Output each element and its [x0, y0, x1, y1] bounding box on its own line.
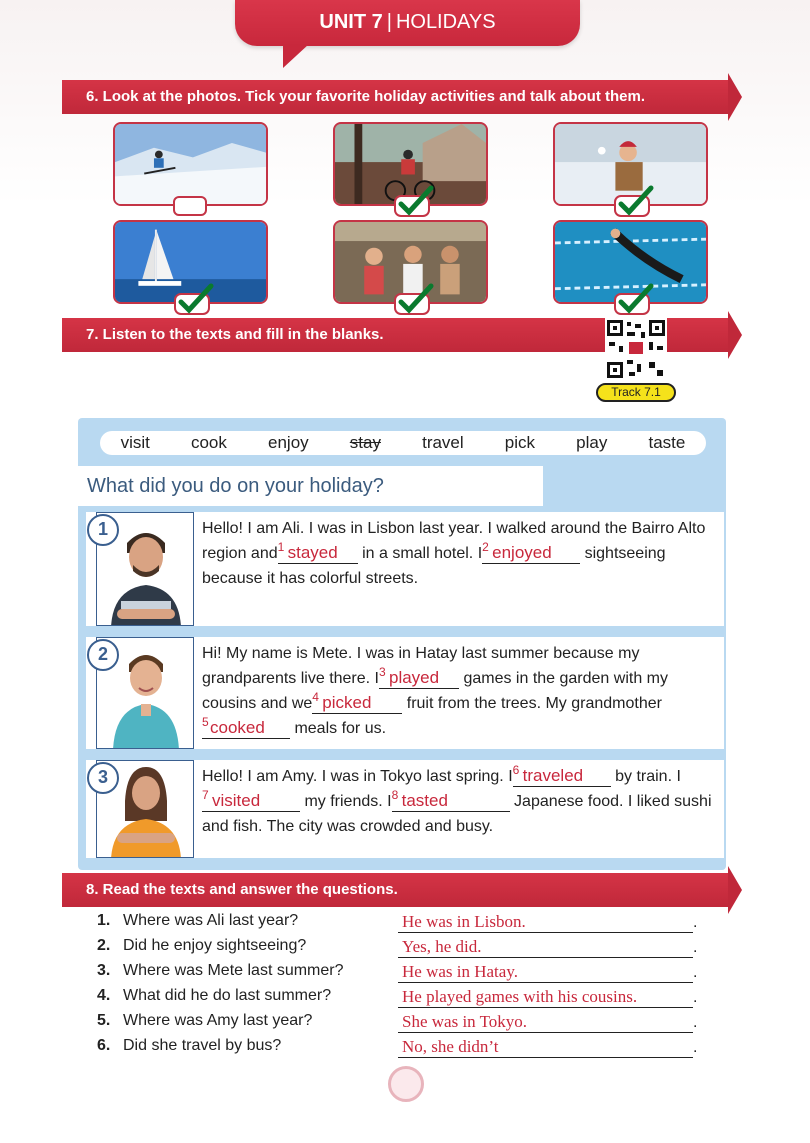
section6-banner — [62, 80, 728, 114]
check-icon — [393, 184, 435, 218]
text-part: Hi! My name is Mete. I was in Hatay last summer because my grandparents live there. I — [202, 645, 640, 687]
word-bank-item: travel — [422, 433, 464, 452]
text-part: Japanese food. I liked sushi and fish. The city was crowded and busy. — [202, 793, 712, 835]
question-text: Where was Mete last summer? — [123, 962, 344, 979]
unit-separator: | — [386, 11, 392, 33]
blank-answer[interactable] — [512, 763, 611, 787]
question-row — [97, 962, 707, 987]
question-row — [97, 1037, 707, 1062]
question-list — [97, 912, 707, 1062]
word-bank-item: pick — [504, 433, 536, 452]
blank-value: traveled — [522, 766, 584, 785]
answer-period: . — [693, 939, 698, 956]
section8-banner — [62, 873, 728, 907]
text-part: Hello! I am Ali. I was in Lisbon last year. I walked around the Bairro Alto region and — [202, 520, 706, 562]
unit-number: UNIT 7 — [319, 11, 383, 33]
unit-topic: HOLIDAYS — [395, 11, 496, 33]
tick-box-empty[interactable] — [173, 196, 207, 216]
question-row — [97, 1012, 707, 1037]
blank-number: 4 — [312, 690, 319, 704]
check-icon — [173, 282, 215, 316]
section6-title: 6. Look at the photos. Tick your favorite holiday activities and talk about them. — [86, 88, 645, 105]
question-row — [97, 937, 707, 962]
word-bank-item: play — [576, 433, 608, 452]
question-number: 2. — [97, 937, 111, 954]
blank-value: stayed — [287, 543, 338, 562]
question-number: 1. — [97, 912, 111, 929]
card-text — [202, 641, 714, 741]
card-number-badge: 3 — [87, 762, 119, 794]
text-part: meals for us. — [294, 720, 387, 737]
blank-answer[interactable] — [202, 788, 300, 812]
text-part: my friends. I — [304, 793, 392, 810]
blank-value: cooked — [210, 718, 265, 737]
blank-value: enjoyed — [492, 543, 552, 562]
check-icon — [613, 184, 655, 218]
answer-field[interactable]: Yes, he did. — [398, 937, 693, 958]
answer-period: . — [693, 989, 698, 1006]
text-part: in a small hotel. I — [362, 545, 483, 562]
answer-period: . — [693, 1014, 698, 1031]
text-part: Hello! I am Amy. I was in Tokyo last spring. I — [202, 768, 513, 785]
question-row — [97, 987, 707, 1012]
answer-field[interactable]: No, she didn’t — [398, 1037, 693, 1058]
section8-title: 8. Read the texts and answer the questions. — [86, 881, 398, 898]
blank-number: 3 — [379, 665, 386, 679]
section7-title: 7. Listen to the texts and fill in the blanks. — [86, 326, 384, 343]
card-text — [202, 764, 714, 839]
answer-period: . — [693, 914, 698, 931]
header-pointer — [283, 44, 309, 68]
check-icon — [393, 282, 435, 316]
answer-period: . — [693, 964, 698, 981]
blank-value: played — [389, 668, 440, 687]
question-text: Where was Ali last year? — [123, 912, 299, 929]
text-part: sightseeing because it has colorful streets. — [202, 545, 666, 587]
track-label[interactable]: Track 7.1 — [596, 383, 676, 402]
answer-field[interactable]: He played games with his cousins. — [398, 987, 693, 1008]
blank-answer[interactable] — [202, 715, 290, 739]
question-text: What did he do last summer? — [123, 987, 332, 1004]
answer-field[interactable]: He was in Hatay. — [398, 962, 693, 983]
blank-number: 7 — [202, 788, 209, 802]
unit-header — [235, 0, 580, 46]
skiing-photo — [113, 122, 268, 206]
answer-field[interactable]: She was in Tokyo. — [398, 1012, 693, 1033]
blank-answer[interactable] — [391, 788, 510, 812]
blank-value: tasted — [401, 791, 448, 810]
text-card-1 — [86, 512, 724, 626]
word-bank-item: cook — [190, 433, 227, 452]
question-number: 6. — [97, 1037, 111, 1054]
word-bank-item: visit — [120, 433, 150, 452]
blank-number: 5 — [202, 715, 209, 729]
text-part: games in the garden with my cousins and we — [202, 670, 668, 712]
word-bank — [100, 431, 706, 455]
blank-answer[interactable] — [277, 540, 358, 564]
blank-answer[interactable] — [379, 665, 459, 689]
text-card-3 — [86, 760, 724, 858]
question-number: 4. — [97, 987, 111, 1004]
question-text: Did she travel by bus? — [123, 1037, 282, 1054]
blank-number: 8 — [391, 788, 399, 802]
word-bank-item-struck: stay — [349, 433, 381, 452]
answer-field[interactable]: He was in Lisbon. — [398, 912, 693, 933]
card-number-badge: 1 — [87, 514, 119, 546]
answer-period: . — [693, 1039, 698, 1056]
question-text: Where was Amy last year? — [123, 1012, 313, 1029]
text-card-2 — [86, 637, 724, 749]
text-part: by train. I — [615, 768, 681, 785]
blank-value: picked — [322, 693, 372, 712]
check-icon — [613, 282, 655, 316]
card-number-badge: 2 — [87, 639, 119, 671]
qr-code-icon[interactable] — [605, 318, 667, 380]
section7-question: What did you do on your holiday? — [78, 466, 543, 506]
question-number: 3. — [97, 962, 111, 979]
page-number-badge — [388, 1066, 424, 1102]
blank-value: visited — [212, 791, 261, 810]
word-bank-item: enjoy — [268, 433, 309, 452]
text-part: fruit from the trees. My grandmother — [406, 695, 662, 712]
word-bank-item: taste — [648, 433, 686, 452]
blank-answer[interactable] — [312, 690, 402, 714]
card-text — [202, 516, 714, 591]
blank-number: 2 — [482, 540, 489, 554]
question-row — [97, 912, 707, 937]
question-number: 5. — [97, 1012, 111, 1029]
blank-number: 1 — [277, 540, 285, 554]
blank-number: 6 — [512, 763, 520, 777]
question-text: Did he enjoy sightseeing? — [123, 937, 307, 954]
blank-answer[interactable] — [482, 540, 580, 564]
